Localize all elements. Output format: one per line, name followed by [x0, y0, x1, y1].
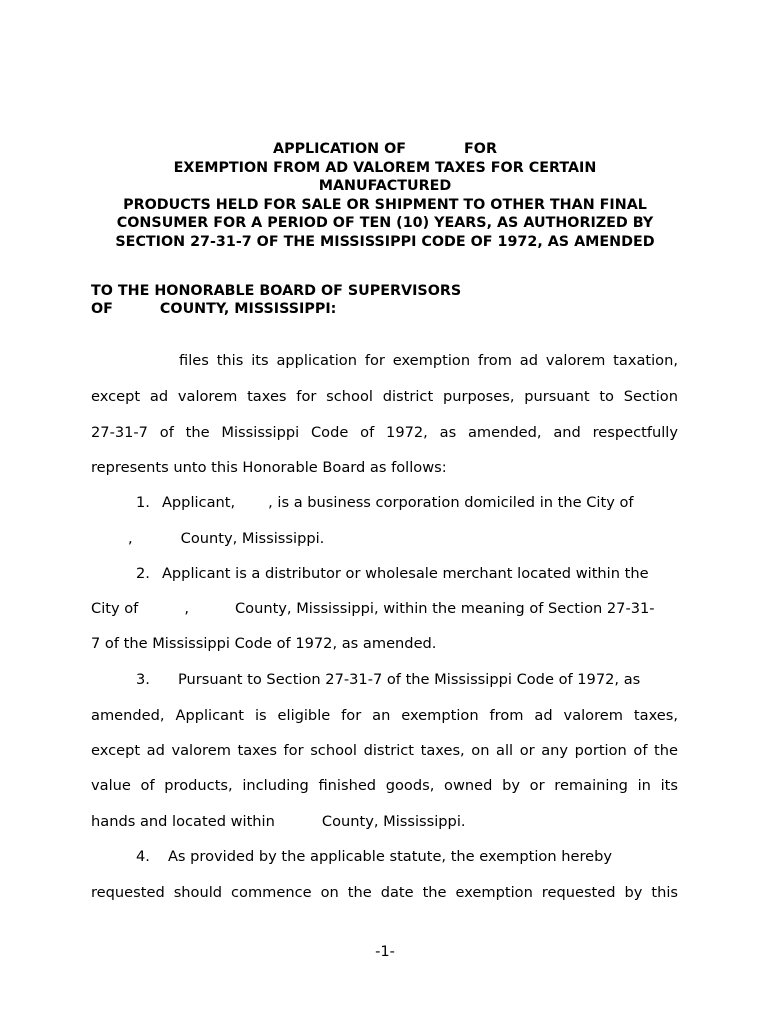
- intro-line-4: represents unto this Honorable Board as follows:: [91, 459, 447, 476]
- title-application-of: APPLICATION OF: [273, 141, 407, 157]
- title-line-3: MANUFACTURED: [318, 178, 452, 194]
- paragraph-1-applicant: Applicant,: [161, 494, 236, 511]
- title-line-4: PRODUCTS HELD FOR SALE OR SHIPMENT TO OTHER THAN FINAL: [123, 196, 647, 213]
- paragraph-1-domicile: , is a business corporation domiciled in the City of: [268, 494, 634, 511]
- address-line-2: [91, 301, 461, 319]
- paragraph-3-line-2: amended, Applicant is eligible for an exemption from ad valorem taxes,: [91, 707, 678, 724]
- paragraph-3-line-4: value of products, including finished goods, owned by or remaining in its: [91, 777, 678, 794]
- paragraph-3-line-3: except ad valorem taxes for school district taxes, on all or any portion of the: [91, 742, 678, 759]
- paragraph-2-number: 2.: [136, 565, 150, 582]
- paragraph-3-number: 3.: [136, 671, 150, 688]
- intro-line-3: 27-31-7 of the Mississippi Code of 1972, as amended, and respectfully: [91, 424, 678, 441]
- title-for: FOR: [464, 141, 497, 157]
- intro-line-2: except ad valorem taxes for school district purposes, pursuant to Section: [91, 388, 678, 405]
- paragraph-3-line-1: [136, 670, 678, 690]
- paragraph-1-county: County, Mississippi.: [180, 530, 325, 547]
- paragraph-1-number: 1.: [136, 494, 150, 511]
- address-line-1: TO THE HONORABLE BOARD OF SUPERVISORS: [91, 283, 462, 299]
- title-line-6: SECTION 27-31-7 OF THE MISSISSIPPI CODE OF 1972, AS AMENDED: [115, 233, 655, 250]
- paragraph-3-line-5: [91, 812, 678, 832]
- intro-line-1: [179, 351, 678, 371]
- paragraph-2-line-2: [91, 599, 678, 619]
- intro-line-1-text: files this its application for exemption from ad valorem taxation,: [179, 352, 678, 369]
- paragraph-4-line-2: requested should commence on the date the exemption requested by this: [91, 884, 678, 901]
- paragraph-1-line-2: [128, 529, 428, 549]
- title-line-2: EXEMPTION FROM AD VALOREM TAXES FOR CERTAIN: [173, 159, 597, 176]
- paragraph-4-number: 4.: [136, 848, 150, 865]
- address-county: COUNTY, MISSISSIPPI:: [159, 300, 337, 317]
- paragraph-2-comma: ,: [184, 600, 189, 617]
- paragraph-2-line-1: [136, 564, 678, 584]
- title-line-1: [60, 140, 710, 159]
- paragraph-1-comma: ,: [128, 530, 133, 547]
- title-line-5: CONSUMER FOR A PERIOD OF TEN (10) YEARS, AS AUTHORIZED BY: [116, 215, 654, 231]
- paragraph-3-county: County, Mississippi.: [321, 813, 466, 830]
- paragraph-2-line-3: 7 of the Mississippi Code of 1972, as amended.: [91, 635, 437, 652]
- document-title: [60, 140, 710, 251]
- paragraph-4-text: As provided by the applicable statute, the exemption hereby: [167, 848, 613, 865]
- paragraph-2-county: County, Mississippi, within the meaning of Section 27-31-: [234, 600, 655, 617]
- paragraph-2-text: Applicant is a distributor or wholesale merchant located within the: [161, 565, 649, 582]
- address-block: [91, 283, 461, 318]
- paragraph-4-line-1: [136, 847, 678, 867]
- paragraph-2-city-of: City of: [91, 600, 139, 617]
- paragraph-1-line-1: [136, 493, 678, 513]
- address-of: OF: [91, 300, 113, 317]
- paragraph-3-text: Pursuant to Section 27-31-7 of the Mississippi Code of 1972, as: [177, 671, 641, 688]
- paragraph-3-located-within: hands and located within: [91, 813, 275, 830]
- page-number: -1-: [375, 943, 395, 960]
